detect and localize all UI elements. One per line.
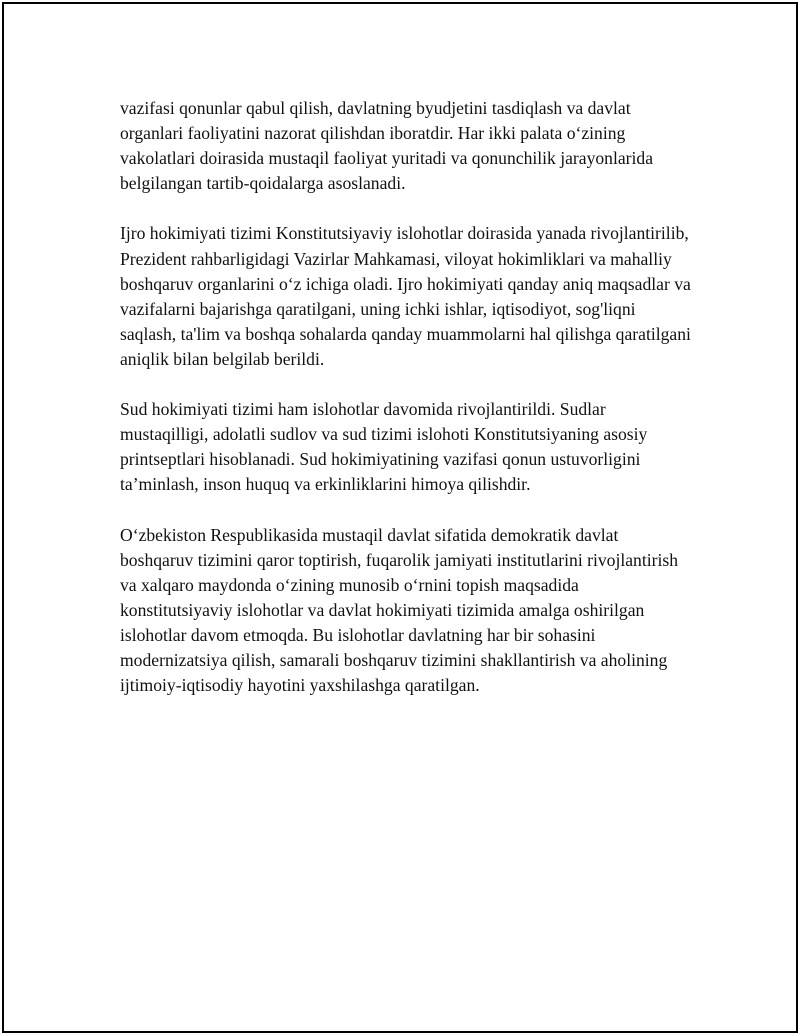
document-page xyxy=(2,2,798,1033)
paragraph-executive-power: Ijro hokimiyati tizimi Konstitutsiyaviy islohotlar doirasida yanada rivojlantirilib, Prezident rahbarligidagi Vazirlar Mahkamasi, viloyat hokimliklari va mahalliy boshqaruv organlarini o‘z ichiga oladi. Ijro hokimiyati qanday aniq maqsadlar va vazifalarni bajarishga qaratilgani, uning ichki ishlar, iqtisodiyot, sog'liqni saqlash, ta'lim va boshqa sohalarda qanday muammolarni hal qilishga qaratilgani aniqlik bilan belgilab berildi. xyxy=(120,223,691,369)
paragraph-reforms-summary: O‘zbekiston Respublikasida mustaqil davlat sifatida demokratik davlat boshqaruv tizimini qaror toptirish, fuqarolik jamiyati institutlarini rivojlantirish va xalqaro maydonda o‘zining munosib o‘rnini topish maqsadida konstitutsiyaviy islohotlar va davlat hokimiyati tizimida amalga oshirilgan islohotlar davom etmoqda. Bu islohotlar davlatning har bir sohasini modernizatsiya qilish, samarali boshqaruv tizimini shakllantirish va aholining ijtimoiy-iqtisodiy hayotini yaxshilashga qaratilgan. xyxy=(120,524,679,696)
document-body xyxy=(120,96,695,723)
paragraph-legislative-duties: vazifasi qonunlar qabul qilish, davlatning byudjetini tasdiqlash va davlat organlari faoliyatini nazorat qilishdan iboratdir. Har ikki palata o‘zining vakolatlari doirasida mustaqil faoliyat yuritadi va qonunchilik jarayonlarida belgilangan tartib-qoidalarga asoslanadi. xyxy=(120,98,654,194)
paragraph-judicial-power: Sud hokimiyati tizimi ham islohotlar davomida rivojlantirildi. Sudlar mustaqilligi, adolatli sudlov va sud tizimi islohoti Konstitutsiyaning asosiy printseptlari hisoblanadi. Sud hokimiyatining vazifasi qonun ustuvorligini ta’minlash, inson huquq va erkinliklarini himoya qilishdir. xyxy=(120,399,648,495)
